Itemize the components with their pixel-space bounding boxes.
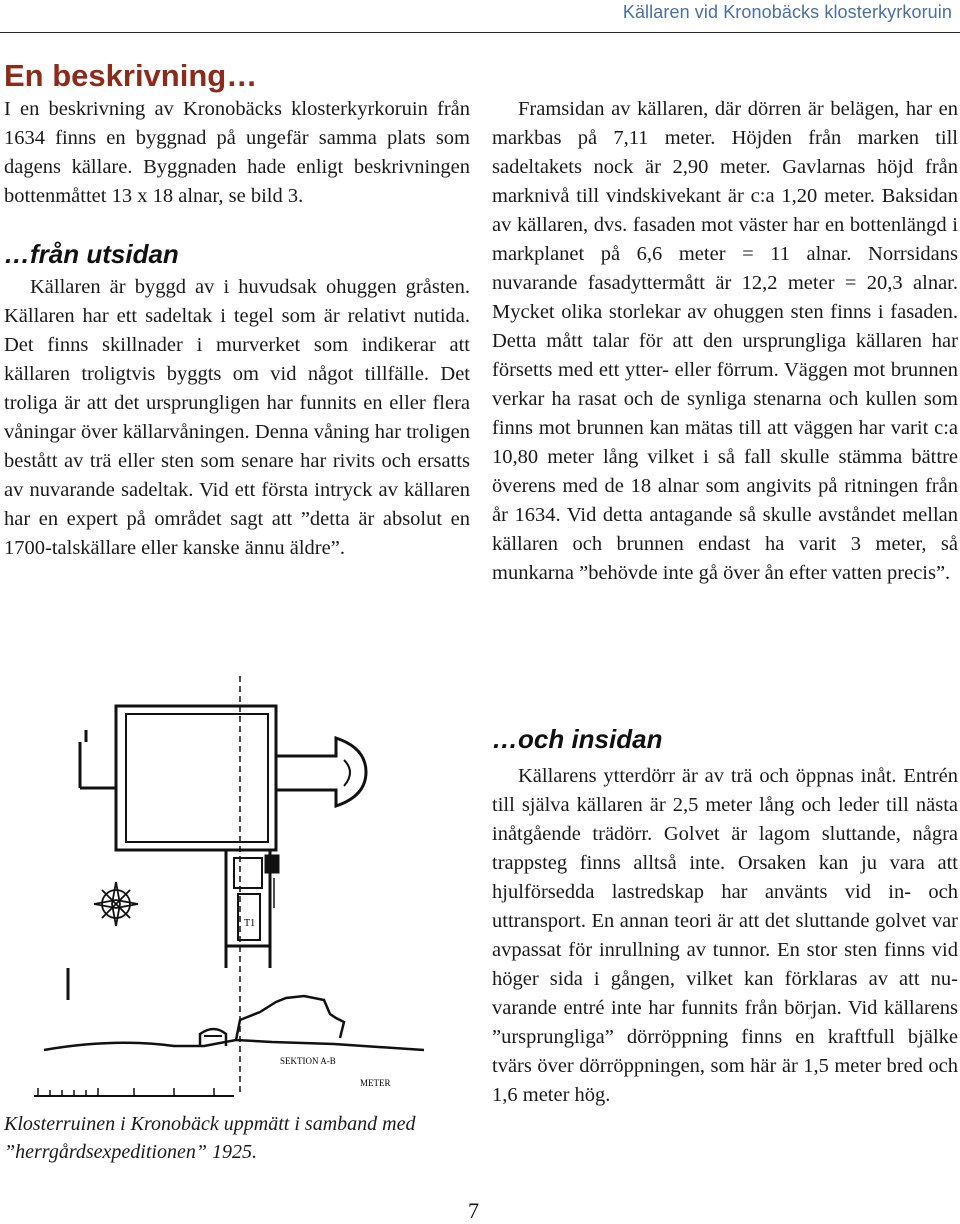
section-label: SEKTION A-B (280, 1056, 336, 1066)
section-heading-outside: …från utsidan (4, 239, 179, 269)
paragraph-outside: Källaren är byggd av i huvudsak ohuggen gråsten. Källaren har ett sadeltak i tegel som är relativt nutida. Det finns skillnader i murverket som indikerar att källaren troligtvis byggts om vid något tillfälle. Det troliga är att det ursprungligen har funnits en eller flera våningar över källarvåningen. Denna våning har troligen bestått av trä eller sten som senare har rivits och ersatts av nuvarande sadeltak. Vid ett första intryck av källaren har en expert på området sagt att ”detta är absolut en 1700-talskällare eller kanske ännu äldre”. (4, 276, 470, 559)
paragraph-outside-continued: Framsidan av källaren, där dörren är belägen, har en markbas på 7,11 meter. Höjden från marken till sadeltakets nock är 2,90 meter. Gavlarnas höjd från marknivå till vindskivekant är c:a 1,20 meter. Baksidan av källaren, dvs. fasaden mot väster har en bottenlängd i markplanet på 6,6 meter = 11 alnar. Norrsidans nuvarande fasadyttermått är 12,2 meter = 20,3 alnar. Mycket olika storlekar av ohuggen sten finns i fasaden. Detta mått talar för att den ursprungliga källaren har försetts med ett ytter- eller förrum. Väggen mot brunnen verkar ha rasat och de synliga stenarna och kullen som finns mot brunnen kan mätas till att väggen har varit c:a 10,80 meter lång vilket i så fall skulle stämma bättre överens med de 18 alnar som angivits på ritningen från år 1634. Vid detta antagande så skulle avståndet mellan källaren och brunnen endast ha varit 3 meter, så munkarna ”behövde inte gå över ån efter vatten precis”. (492, 98, 958, 584)
inside-column (492, 762, 958, 1110)
ruin-plan-drawing (4, 668, 470, 1108)
left-column (4, 95, 470, 563)
paragraph-inside: Källarens ytterdörr är av trä och öppnas inåt. Entrén till själva källaren är 2,5 meter lång och leder till nästa inåtgående trädörr. Golvet är lagom sluttande, några trappsteg finns alltså inte. Orsaken kan ju vara att hjulförsedda lastredskap har använts vid in- och uttransport. En annan teori är att det sluttande golvet var avpassat för inrullning av tunnor. En stor sten finns vid höger sida i gången, vilket kan förklaras av att nuvarande entré inte har funnits från början. Vid källarens ”ursprungliga” dörröppning finns en kraftfull bjälke tvärs över dörröppningen, som här är 1,5 meter bred och 1,6 meter hög. (492, 765, 958, 1106)
page-number: 7 (468, 1198, 479, 1223)
running-title: Källaren vid Kronobäcks klosterkyrkoruin (622, 2, 952, 22)
header-rule (0, 32, 960, 33)
section-heading-inside: …och insidan (492, 724, 663, 754)
section-heading-description: En beskrivning… (4, 58, 258, 93)
plan-label: T1 (244, 918, 256, 929)
paragraph-description: I en beskrivning av Kronobäcks klosterkyrkoruin från 1634 finns en byggnad på ungefär samma plats som dagens källare. Byggnaden hade enligt beskrivningen bottenmåttet 13 x 18 alnar, se bild 3. (4, 98, 470, 207)
figure-caption: Klosterruinen i Kronobäck uppmätt i samband med ”herrgårdsexpeditionen” 1925. (4, 1113, 416, 1163)
scale-label: METER (360, 1078, 391, 1088)
right-column (492, 95, 958, 588)
